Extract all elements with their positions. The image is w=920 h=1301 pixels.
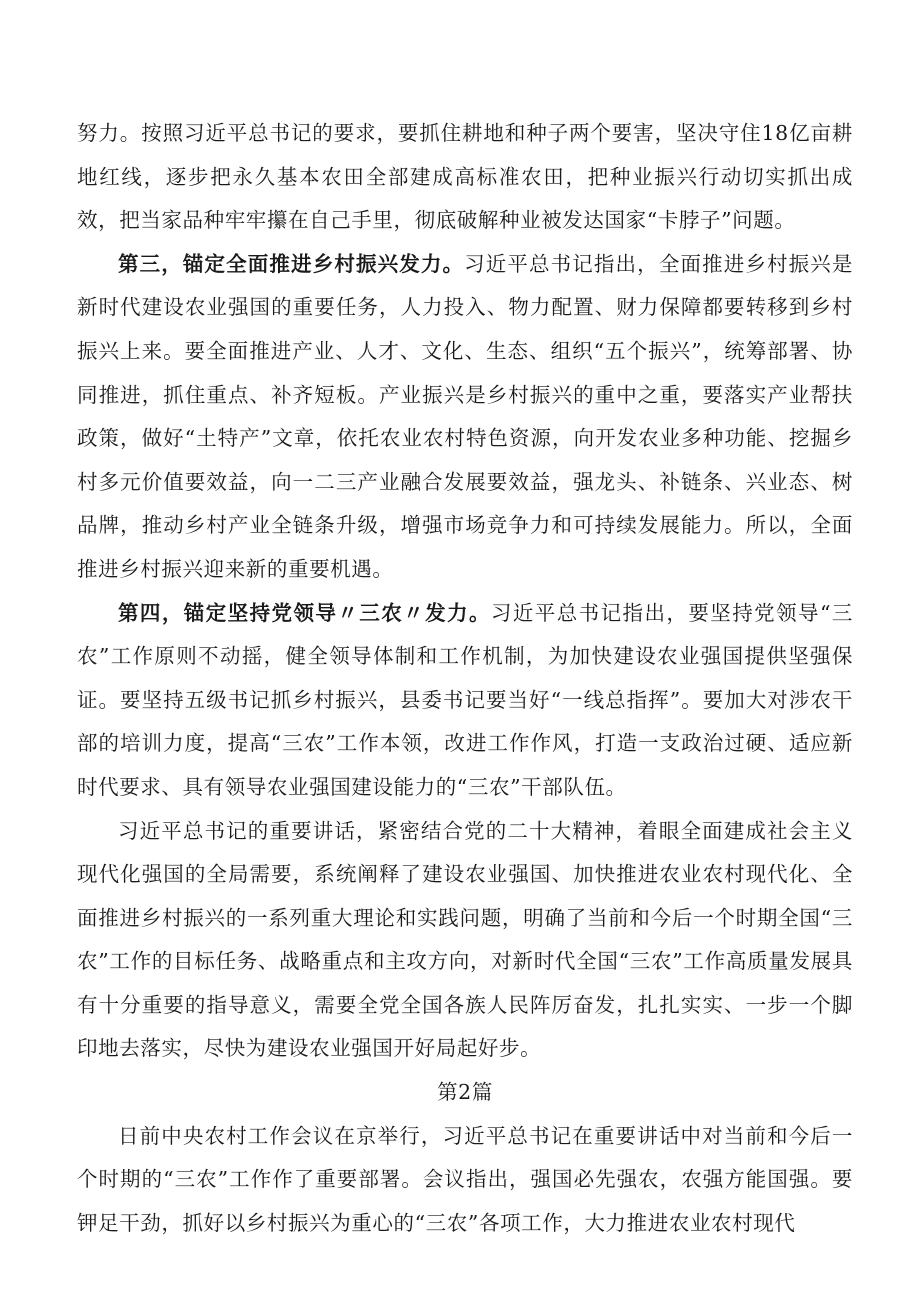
document-body — [77, 112, 853, 1245]
paragraph-fourth-point — [77, 592, 853, 810]
section-heading: 第2篇 — [437, 1080, 493, 1105]
paragraph-summary: 习近平总书记的重要讲话，紧密结合党的二十大精神，着眼全面建成社会主义现代化强国的全局需要，系统阐释了建设农业强国、加快推进农业农村现代化、全面推进乡村振兴的一系列重大理论和实践问题，明确了当前和今后一个时期全国“三农”工作的目标任务、战略重点和主攻方向，对新时代全国“三农”工作高质量发展具有十分重要的指导意义，需要全党全国各族人民阵厉奋发，扎扎实实、一步一个脚印地去落实，尽快为建设农业强国开好局起好步。 — [77, 818, 853, 1061]
paragraph-body-text: 习近平总书记指出，全面推进乡村振兴是新时代建设农业强国的重要任务，人力投入、物力配置、财力保障都要转移到乡村振兴上来。要全面推进产业、人才、文化、生态、组织“五个振兴”，统筹部署、协同推进，抓住重点、补齐短板。产业振兴是乡村振兴的重中之重，要落实产业帮扶政策，做好“土特产”文章，依托农业农村特色资源，向开发农业多种功能、挖掘乡村多元价值要效益，向一二三产业融合发展要效益，强龙头、补链条、兴业态、树品牌，推动乡村产业全链条升级，增强市场竞争力和可持续发展能力。所以，全面推进乡村振兴迎来新的重要机遇。 — [77, 251, 853, 581]
paragraph-third-point — [77, 243, 853, 592]
paragraph-lead-heading: 第四，锚定坚持党领导〃三农〃发力。 — [118, 600, 491, 625]
paragraph-body-text: 习近平总书记指出，要坚持党领导“三农”工作原则不动摇，健全领导体制和工作机制，为加快建设农业强国提供坚强保证。要坚持五级书记抓乡村振兴，县委书记要当好“一线总指挥”。要加大对涉农干部的培训力度，提高“三农”工作本领，改进工作作风，打造一支政治过硬、适应新时代要求、具有领导农业强国建设能力的“三农”干部队伍。 — [77, 600, 853, 799]
paragraph-lead-heading: 第三，锚定全面推进乡村振兴发力。 — [118, 251, 465, 276]
paragraph-continuation: 努力。按照习近平总书记的要求，要抓住耕地和种子两个要害，坚决守住18亿亩耕地红线，逐步把永久基本农田全部建成高标准农田，把种业振兴行动切实抓出成效，把当家品种牢牢攥在自己手里，彻底破解种业被发达国家“卡脖子”问题。 — [77, 121, 853, 233]
paragraph-article-two-intro: 日前中央农村工作会议在京举行，习近平总书记在重要讲话中对当前和今后一个时期的“三农”工作作了重要部署。会议指出，强国必先强农，农强方能国强。要钾足干劲，抓好以乡村振兴为重心的“三农”各项工作，大力推进农业农村现代 — [77, 1123, 853, 1235]
